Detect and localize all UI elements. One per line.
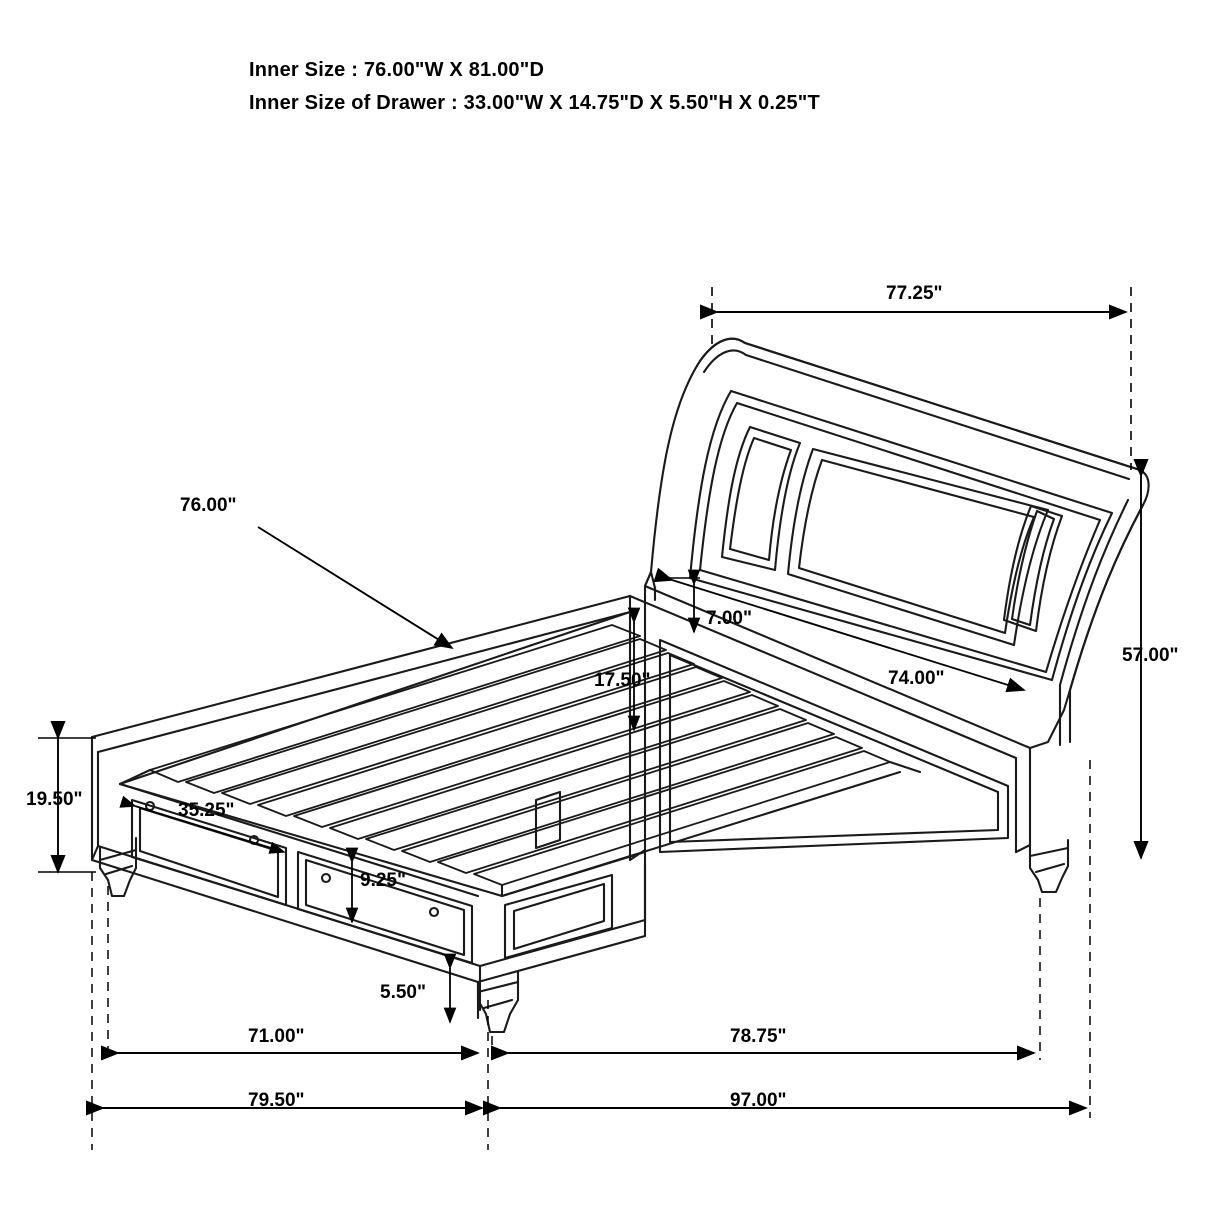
note-inner-size: Inner Size : 76.00"W X 81.00"D (249, 59, 545, 81)
dim-drawer-height: 9.25" (360, 870, 406, 891)
dim-deck-height: 17.50" (594, 670, 651, 691)
dim-headboard-gap: 7.00" (706, 608, 752, 629)
dim-footboard-span: 71.00" (248, 1026, 305, 1047)
dim-rail-height: 19.50" (26, 789, 83, 810)
dim-top-width: 77.25" (886, 283, 943, 304)
dim-slat-area-width: 76.00" (180, 495, 237, 516)
dim-leg-height: 5.50" (380, 982, 426, 1003)
dim-right-height: 57.00" (1122, 645, 1179, 666)
dim-interior-width: 74.00" (888, 668, 945, 689)
dim-side-rail-span: 78.75" (730, 1026, 787, 1047)
dim-overall-length: 97.00" (730, 1090, 787, 1111)
dim-overall-width: 79.50" (248, 1090, 305, 1111)
note-inner-size-drawer: Inner Size of Drawer : 33.00"W X 14.75"D X 5.50"H X 0.25"T (249, 92, 820, 114)
dim-drawer-width: 35.25" (178, 800, 235, 821)
